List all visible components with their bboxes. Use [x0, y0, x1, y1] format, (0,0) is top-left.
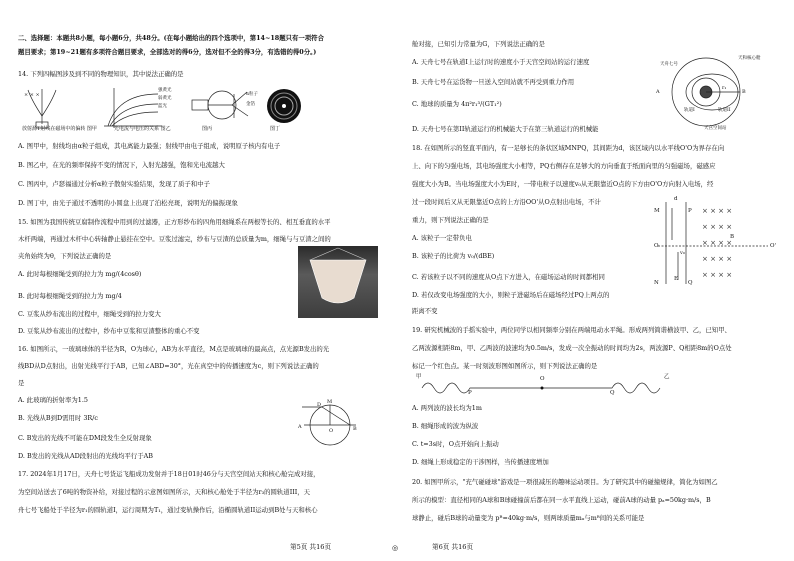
wave-label-jia: 甲	[416, 374, 422, 380]
fig-photocurrent-graph-icon	[104, 88, 162, 128]
q16-option-c: C. B发出的光线不可能在DM段发生全反射现象	[18, 434, 152, 442]
q18-line-5: 重力，则下列说法正确的是	[412, 216, 489, 224]
q16-line-3: 是	[18, 379, 25, 387]
q17-option-b: B. 天舟七号在运货物一旦送入空间站就不再受到重力作用	[412, 78, 575, 86]
q19-option-a: A. 两列波的波长均为1m	[412, 404, 482, 412]
label-o-prime: O'	[770, 243, 777, 249]
q16-option-d: D. B发出的光线从AD段射出的光线均平行于AB	[18, 452, 153, 460]
wave-label-yi: 乙	[664, 374, 670, 380]
q19-option-c: C. t=3s时，O点开始向上振动	[412, 440, 499, 448]
svg-text:M: M	[327, 399, 333, 405]
q14-option-c: C. 图丙中，卢瑟福通过分析α粒子散射实验结果，发现了质子和中子	[18, 180, 210, 188]
q20-line-2: 所示的模型：直径相同的A球和B球碰撞前后都在同一水平直线上运动，碰前A球的动量 pₐ=50kg·m/s，B	[412, 496, 711, 504]
q15-option-d: D. 豆浆从纱布流出的过程中，纱布中豆浆和豆渣整体的重心不变	[18, 327, 200, 335]
q15-option-b: B. 此时每根细绳受到的拉力为 mg/4	[18, 292, 122, 300]
fig-label-2: 光电流与电压的关系 图乙	[114, 126, 171, 132]
q17-line-1: 17. 2024年1月17日，天舟七号货运飞船成功发射并于18日01时46分与天宫空间站天和核心舱完成对接，	[18, 470, 320, 478]
orbit-label-b: B	[742, 89, 746, 95]
fig-alpha-scattering-icon	[192, 91, 248, 119]
q16-line-2: 线BD从D点射出，出射光线平行于AB，已知∠ABD=30°，光在真空中的传播速度为c，则下列说法正确的	[18, 362, 319, 370]
svg-text:r₁: r₁	[722, 85, 727, 91]
q20-line-3: 球静止，碰后B球的动量变为 pᴮ=40kg·m/s，则两球质量mₐ与mᴮ间的关系可能是	[412, 514, 645, 522]
orbit-diagram	[662, 54, 782, 132]
q18-line-1: 18. 在如图所示的竖直平面内，有一足够长的条状区域MNPQ，其间距为d，该区域内以水平线O'O为界存在向	[412, 144, 725, 152]
tofu-filter-photo	[298, 246, 378, 318]
label-b: B	[730, 234, 735, 240]
q17-option-c: C. 地球的质量为 4π²r₁³/(GT₁²)	[412, 100, 502, 108]
q17-line-2: 为空间站送去了6吨的物资补给，对接过程的示意图如图所示，天和核心舱处于半径为r₃的圆轨道III，天	[18, 488, 311, 496]
svg-text:× × ×: × × ×	[24, 92, 40, 98]
svg-text:B: B	[353, 426, 357, 432]
center-mark: ◎	[392, 543, 399, 552]
q15-line-3: 夹角始终为θ，下列说法正确的是	[18, 252, 112, 260]
label-q: Q	[688, 280, 693, 286]
q15-option-a: A. 此时每根细绳受到的拉力为 mg/(4cosθ)	[18, 270, 142, 278]
orbit-label-tianhe: 天和核心舱	[738, 56, 761, 61]
q19-line-1: 19. 研究机械波的手摇实验中，两位同学以相同频率分别在两端甩动水平绳。形成两列简谐横波甲、乙，已知甲、	[412, 326, 731, 334]
q19-option-b: B. 细绳形成的波为纵波	[412, 422, 479, 430]
wave-label-p: P	[468, 390, 472, 396]
page-number-right: 第6页 共16页	[432, 543, 474, 552]
q14-option-b: B. 图乙中，在光的频率保持不变的情况下，入射光越强，饱和光电流越大	[18, 161, 225, 169]
fig-label-4: 图丁	[270, 126, 281, 132]
label-m: M	[654, 208, 660, 214]
q19-line-2: 乙两波源相距8m，甲、乙两波的波速均为0.5m/s，发成一次全振动的时间均为2s，两波源P、Q相距8m的O点处	[412, 344, 732, 352]
q16-option-b: B. 光线从B到D需用时 3R/c	[18, 414, 98, 422]
fig-small-2: 弱黄光	[158, 96, 172, 101]
label-o: O	[654, 243, 659, 249]
q14-option-d: D. 图丁中，由光子通过不透明的小圆盘上出现了泊松亮斑，说明光的偏振现象	[18, 199, 238, 207]
svg-text:D: D	[317, 402, 322, 408]
q18-line-3: 强度大小为B。当电场强度大小为E时，一带电粒子以速度v₀从无限靠近O点的下方由O'O方向射入电场，经	[412, 180, 714, 188]
fig-label-3: 图丙	[202, 126, 213, 132]
wave-label-o: O	[540, 376, 545, 382]
q18-option-b: B. 该粒子的比荷为 v₀/(dBE)	[412, 252, 495, 260]
q17-option-d: D. 天舟七号在第II轨道运行的机械能大于在第三轨道运行的机械能	[412, 125, 599, 133]
fig-small-4: α粒子	[246, 92, 259, 97]
fig-poisson-spot-icon	[267, 89, 301, 123]
q18-option-a: A. 该粒子一定带负电	[412, 234, 472, 242]
section-header: 二、选择题：本题共8小题，每小题6分，共48分。(在每小题给出的四个选项中，第14~18题只有一项符合	[18, 34, 324, 42]
q15-line-1: 15. 如图为我国传统豆腐制作流程中用到的过滤器，正方形纱布的四角用细绳系在两根等长的、相互垂直的水平	[18, 218, 331, 226]
q16-line-1: 16. 如图所示，一玻璃球体的半径为R，O为球心，AB为水平直径，M点是玻璃球的最高点，点光源B发出的光	[18, 345, 330, 353]
q17-line-3: 舟七号飞船处于半径为r₁的圆轨道I，运行周期为T₁，通过变轨操作后，沿椭圆轨道II运动到B处与天和核心	[18, 506, 318, 514]
label-v0: v₀	[680, 250, 685, 256]
q19-option-d: D. 细绳上形成稳定的干涉图样，当传播速度增加	[412, 458, 549, 466]
section-header-2: 题目要求；第19~21题有多项符合题目要求，全部选对的得6分，选对但不全的得3分，有选错的得0分。)	[18, 48, 317, 56]
orbit-label-a: A	[656, 89, 660, 95]
fig-magnetic-deflection-icon	[24, 89, 56, 128]
fig-label-1: 放射源T射线在磁场中的偏转 图甲	[22, 126, 97, 132]
glass-sphere-diagram	[300, 400, 360, 450]
left-page	[18, 0, 401, 561]
fig-small-3: 蓝光	[158, 104, 167, 109]
q16-option-a: A. 此玻璃的折射率为1.5	[18, 396, 88, 404]
fig-small-5: 金箔	[246, 102, 255, 107]
q15-option-c: C. 豆浆从纱布流出的过程中，细绳受到的拉力变大	[18, 310, 161, 318]
q14-option-a: A. 图甲中，射线均由α粒子组成，其电离能力最强；射线甲由电子组成，说明原子核内有电子	[18, 142, 281, 150]
q18-option-d: D. 若仅改变电场强度的大小，则粒子进磁场后在磁场经过PQ上两点的	[412, 291, 610, 299]
svg-text:A: A	[298, 424, 302, 430]
q18-line-4: 过一段时间后又从无限靠近O点的上方沿OO'从O点射出电场，不计	[412, 198, 601, 206]
orbit-label-tianzhou: 天舟七号	[660, 62, 678, 67]
svg-text:O: O	[329, 428, 334, 434]
q17-cont-line: 舱对接，已知引力常量为G，下列说法正确的是	[412, 40, 545, 48]
q18-line-2: 上、向下的匀强电场，其电场强度大小相等，PQ右侧存在足够大的方向垂直于纸面向里的匀强磁场，磁感应	[412, 162, 716, 170]
label-d: d	[674, 196, 678, 202]
q17-option-a: A. 天舟七号在轨道I上运行时的速度小于天宫空间站的运行速度	[412, 58, 590, 66]
q18-option-c: C. 若该粒子以不同的速度从O点下方进入，在磁场运动的时间都相同	[412, 273, 605, 281]
q14-stem: 14. 下列四幅图涉及到不同的物理知识，其中说法正确的是	[18, 70, 184, 78]
q18-option-d-2: 距离不变	[412, 307, 438, 315]
q15-line-2: 木杆两端，再通过木杆中心转轴静止悬挂在空中。豆浆过滤完，纱布与豆渣的总质量为m，细绳与与豆渣之间的	[18, 235, 331, 243]
right-page: 舱对接，已知引力常量为G，下列说法正确的是 A. 天舟七号在轨道I上运行时的速度小于天宫空间站的运行速度 B. 天舟七号在运货物一旦送入空间站就不再受到重力作用 C. 地球的质量为 4π²r₁³/(GT₁²) D. 天舟七号在第II轨道运行的机械能大于在第三轨道运行的机械能 r₁ 天舟七号 天和核心舱 轨道I 轨道II 天宫空间站 A B 18. 在如图所示的竖直平面内，有一足够长的条状区域MNPQ，其间距为d，该区域内以水平线O'O为界存在向 上、向下的匀强电场，其电场强度大小相等，PQ右侧存在足够大的方向垂直于纸面向里的匀强磁场，磁感应 强度大小为B。当电场强度大小为E时，一带电粒子以速度v₀从无限靠近O点的下方由O'O方向射入电场，经 过一段时间后又从无限靠近O点的上方沿OO'从O点射出电场，不计 重力，则下列说法正确的是 A. 该粒子一定带负电 B. 该粒子的比荷为 v₀/(dBE) C. 若该粒子以不同的速度从O点下方进入，在磁场运动的时间都相同 D. 若仅改变电场强度的大小，则粒子进磁场后在磁场经过PQ上两点的 距离不变 M N O O' P Q d E B v₀ × × × × × × × × × × × × × × × × × × × × 19. 研究机械波的手摇实验中，两位同学以相同频率分别在两端甩动水平绳。形成两列简谐横波甲、乙，已知甲、 乙两波源相距8m，甲、乙两波的波速均为0.5m/s，发成一次全振动的时间均为2s，两波源P、Q相距8m的O点处 标记一个红色点。某一时刻波形图如图所示，则下列说法正确的是 甲 P O Q 乙 A. 两列波的波长均为1m B. 细绳形成的波为纵波 C. t=3s时，O点开始向上振动 D. 细绳上形成稳定的干涉图样，当传播速度增加 20. 如图甲所示，"充气碰碰球"游戏是一项很减压的趣味运动项目。为了研究其中的碰撞规律，简化为如图乙 所示的模型：直径相同的A球和B球碰撞前后都在同一水平直线上运动，碰前A球的动量 pₐ=50kg·m/s，B 球静止，碰后B球的动量变为 pᴮ=40kg·m/s，则两球质量mₐ与mᴮ间的关系可能是 第6页 共16页	[412, 0, 794, 561]
fig-small-1: 强黄光	[158, 88, 172, 93]
wave-label-q: Q	[610, 390, 615, 396]
orbit-label-1: 轨道I	[684, 108, 695, 113]
q20-line-1: 20. 如图甲所示，"充气碰碰球"游戏是一项很减压的趣味运动项目。为了研究其中的碰撞规律，简化为如图乙	[412, 478, 718, 486]
page-number-left: 第5页 共16页	[290, 543, 332, 552]
q19-line-3: 标记一个红色点。某一时刻波形图如图所示，则下列说法正确的是	[412, 362, 598, 370]
orbit-label-2: 轨道II	[718, 108, 731, 113]
label-p: P	[688, 208, 692, 214]
orbit-label-station: 天宫空间站	[704, 126, 727, 131]
label-n: N	[654, 280, 659, 286]
label-e: E	[674, 276, 679, 282]
